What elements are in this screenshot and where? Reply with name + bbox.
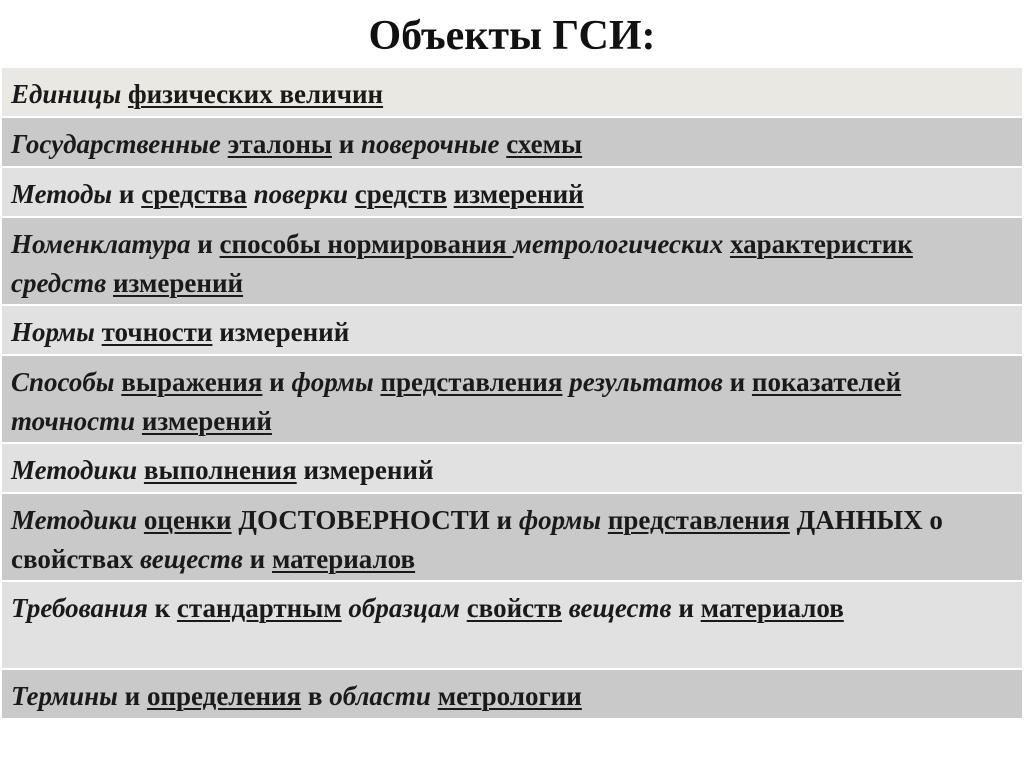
row-text-segment: Нормы — [11, 317, 102, 347]
row-text-segment: к — [154, 593, 177, 623]
row-text-segment — [447, 179, 454, 209]
row-text-segment: средств — [354, 179, 447, 209]
row-text-segment: выражения — [121, 367, 263, 397]
row-text-segment: характеристик — [729, 229, 913, 259]
table-row — [2, 442, 1022, 492]
row-text-segment: представления — [380, 367, 563, 397]
row-text-segment: и — [249, 544, 272, 574]
row-text-segment: определения — [146, 681, 302, 711]
row-text-segment: материалов — [271, 544, 416, 574]
row-text-segment: и — [262, 367, 292, 397]
table-row — [2, 580, 1022, 668]
table-row — [2, 354, 1022, 442]
row-text-segment: формы — [291, 367, 381, 397]
table-row — [2, 116, 1022, 166]
row-text-segment: метрологических — [513, 229, 730, 259]
row-text-segment: ДОСТОВЕРНОСТИ и — [231, 505, 519, 535]
row-text-segment: измерений — [113, 268, 244, 298]
row-text-segment: и — [124, 681, 147, 711]
row-text-segment: измерений — [453, 179, 584, 209]
table-row — [2, 216, 1022, 304]
row-text-segment: Термины — [11, 681, 125, 711]
row-text-segment: измерений — [212, 317, 350, 347]
row-text-segment: Методики — [11, 505, 144, 535]
table-row — [2, 492, 1022, 580]
row-text-segment: и — [678, 593, 701, 623]
row-text-segment: Способы — [11, 367, 122, 397]
row-text-segment: средства — [141, 179, 247, 209]
row-text-segment: и — [729, 367, 752, 397]
row-text-segment: точности — [11, 406, 142, 436]
row-text-segment: веществ — [140, 544, 250, 574]
objects-table — [2, 66, 1022, 718]
row-text-segment: представления — [607, 505, 790, 535]
row-text-segment: измерений — [296, 455, 434, 485]
table-row — [2, 66, 1022, 116]
row-text-segment: эталоны — [227, 129, 332, 159]
row-text-segment: выполнения — [143, 455, 297, 485]
row-text-segment: стандартным — [176, 593, 342, 623]
row-text-segment: схемы — [506, 129, 583, 159]
row-text-segment: ДАННЫХ о свойствах — [11, 505, 943, 574]
row-text-segment: Методики — [11, 455, 144, 485]
row-text-segment: метрологии — [437, 681, 582, 711]
row-text-segment: результатов — [562, 367, 730, 397]
row-text-segment: измерений — [141, 406, 272, 436]
row-text-segment: оценки — [143, 505, 232, 535]
table-row — [2, 668, 1022, 718]
row-text-segment: и — [331, 129, 362, 159]
row-text-segment: свойств — [466, 593, 562, 623]
row-text-segment: способы нормирования — [219, 229, 514, 259]
row-text-segment: Государственные — [11, 129, 228, 159]
row-text-segment: образцам — [341, 593, 467, 623]
table-row — [2, 304, 1022, 354]
row-text-segment: веществ — [561, 593, 679, 623]
table-row — [2, 166, 1022, 216]
row-text-segment: поверки — [246, 179, 355, 209]
row-text-segment: области — [329, 681, 438, 711]
row-text-segment: Методы — [11, 179, 119, 209]
row-text-segment: в — [301, 681, 330, 711]
row-text-segment: Номенклатура — [11, 229, 198, 259]
row-text-segment: физических величин — [127, 79, 384, 109]
row-text-segment: материалов — [700, 593, 844, 623]
row-text-segment: средств — [11, 268, 113, 298]
row-text-segment: поверочные — [361, 129, 507, 159]
slide-title: Объекты ГСИ: — [368, 13, 656, 59]
row-text-segment: и — [197, 229, 220, 259]
row-text-segment: и — [118, 179, 142, 209]
row-text-segment: показателей — [751, 367, 902, 397]
row-text-segment: точности — [101, 317, 213, 347]
row-text-segment: Единицы — [11, 79, 128, 109]
row-text-segment: Требования — [11, 593, 155, 623]
row-text-segment: формы — [518, 505, 608, 535]
